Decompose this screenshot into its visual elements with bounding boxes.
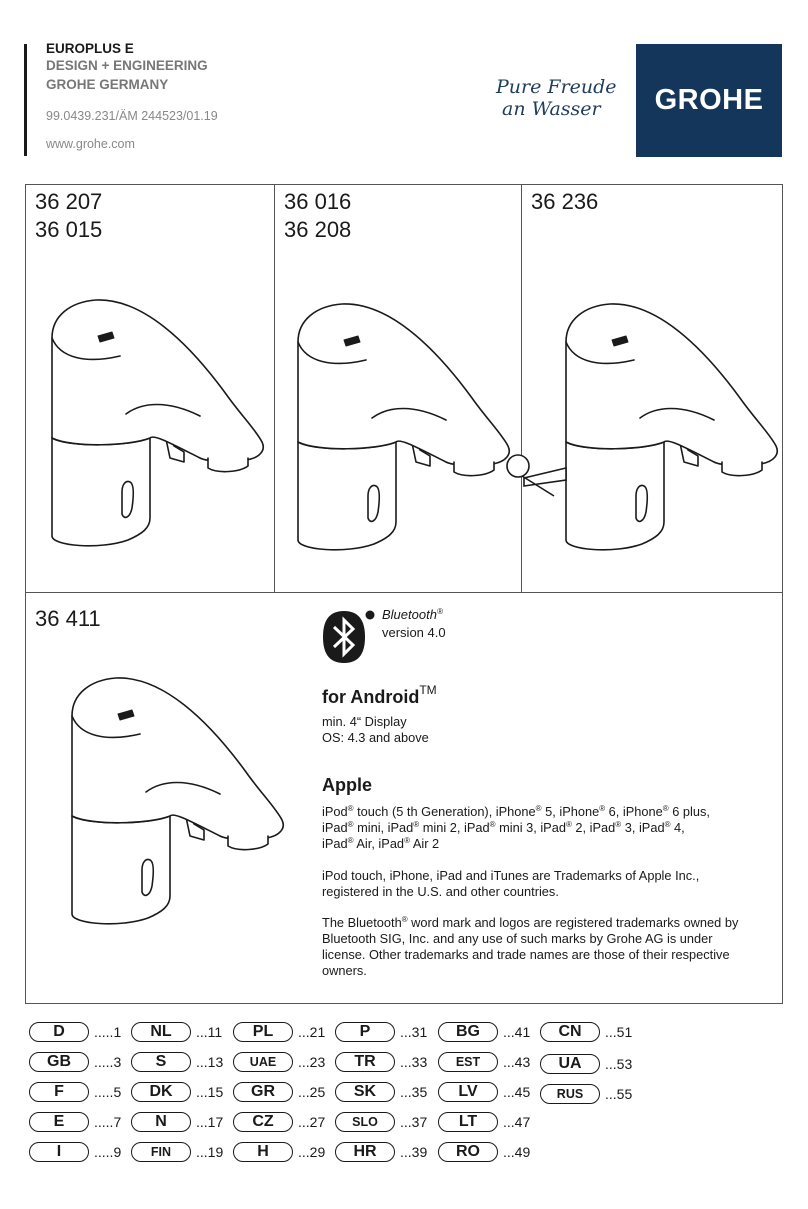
- device-text: mini, iPad: [357, 820, 414, 835]
- language-entry[interactable]: [540, 1022, 632, 1042]
- apple-devices-line-1: iPod® touch (5 th Generation), iPhone® 5, iPhone® 6, iPhone® 6 plus,: [322, 804, 710, 819]
- language-code: GR: [233, 1082, 293, 1102]
- language-code: DK: [131, 1082, 191, 1102]
- language-entry[interactable]: [233, 1052, 325, 1072]
- page-ref: ...55: [605, 1086, 633, 1102]
- bluetooth-trademark-line-4: owners.: [322, 963, 367, 978]
- page-ref: ...47: [503, 1114, 531, 1130]
- page-ref: ...51: [605, 1024, 633, 1040]
- language-code: N: [131, 1112, 191, 1132]
- language-entry[interactable]: [29, 1082, 121, 1102]
- language-entry[interactable]: [29, 1022, 121, 1042]
- language-code: SK: [335, 1082, 395, 1102]
- bluetooth-mark-icon: [365, 610, 375, 620]
- language-entry[interactable]: [438, 1142, 530, 1162]
- language-code: TR: [335, 1052, 395, 1072]
- language-code: SLO: [335, 1112, 395, 1132]
- page-ref: ...27: [298, 1114, 326, 1130]
- language-code: E: [29, 1112, 89, 1132]
- language-code: CN: [540, 1022, 600, 1042]
- page-ref: ...37: [400, 1114, 428, 1130]
- language-entry[interactable]: [131, 1082, 223, 1102]
- language-entry[interactable]: [29, 1052, 121, 1072]
- page-ref: ...19: [196, 1144, 224, 1160]
- model-number: 36 411: [35, 606, 101, 631]
- grid-divider: [25, 592, 783, 593]
- slogan-line-1: Pure Freude: [496, 76, 617, 98]
- language-code: P: [335, 1022, 395, 1042]
- grohe-logo: [636, 44, 782, 157]
- language-code: NL: [131, 1022, 191, 1042]
- language-code: PL: [233, 1022, 293, 1042]
- language-code: S: [131, 1052, 191, 1072]
- model-number: 36 208: [284, 217, 352, 242]
- language-code: CZ: [233, 1112, 293, 1132]
- device-text: 4,: [674, 820, 685, 835]
- device-text: mini 2, iPad: [422, 820, 490, 835]
- slogan: [496, 76, 626, 120]
- language-code: GB: [29, 1052, 89, 1072]
- language-entry[interactable]: [29, 1112, 121, 1132]
- language-entry[interactable]: [335, 1022, 427, 1042]
- language-code: BG: [438, 1022, 498, 1042]
- apple-heading: Apple: [322, 775, 373, 795]
- apple-devices-line-3: iPad® Air, iPad® Air 2: [322, 836, 440, 851]
- model-number: 36 015: [35, 217, 103, 242]
- language-entry[interactable]: [131, 1112, 223, 1132]
- bluetooth-label: Bluetooth®: [382, 607, 443, 622]
- model-numbers-cell-1: [35, 188, 102, 244]
- page-ref: .....3: [94, 1054, 122, 1070]
- faucet-drawing-36236: [564, 300, 784, 560]
- language-code: LT: [438, 1112, 498, 1132]
- language-entry[interactable]: [335, 1112, 427, 1132]
- language-code: D: [29, 1022, 89, 1042]
- bluetooth-trademark-line-2: Bluetooth SIG, Inc. and any use of such marks by Grohe AG is under: [322, 931, 713, 946]
- language-entry[interactable]: [438, 1052, 530, 1072]
- bluetooth-version: version 4.0: [382, 625, 446, 640]
- language-entry[interactable]: [335, 1142, 427, 1162]
- android-heading: [322, 683, 437, 708]
- apple-devices-line-2: iPad® mini, iPad® mini 2, iPad® mini 3, iPad® 2, iPad® 3, iPad® 4,: [322, 820, 685, 835]
- language-entry[interactable]: [233, 1142, 325, 1162]
- faucet-drawing-36411: [70, 674, 290, 934]
- page-ref: .....7: [94, 1114, 122, 1130]
- language-entry[interactable]: [438, 1082, 530, 1102]
- language-entry[interactable]: [131, 1052, 223, 1072]
- device-text: 5, iPhone: [545, 804, 600, 819]
- page-ref: ...33: [400, 1054, 428, 1070]
- device-text: 3, iPad: [624, 820, 665, 835]
- model-numbers-cell-4: [35, 605, 101, 633]
- trademark-symbol: TM: [419, 683, 437, 697]
- page-ref: ...11: [196, 1024, 223, 1040]
- language-code: EST: [438, 1052, 498, 1072]
- language-entry[interactable]: [540, 1054, 632, 1074]
- language-entry[interactable]: [233, 1082, 325, 1102]
- language-entry[interactable]: [438, 1022, 530, 1042]
- language-code: RO: [438, 1142, 498, 1162]
- device-text: 2, iPad: [575, 820, 616, 835]
- language-entry[interactable]: [29, 1142, 121, 1162]
- language-entry[interactable]: [438, 1112, 530, 1132]
- slogan-line-2: an Wasser: [502, 98, 601, 120]
- page-ref: ...39: [400, 1144, 428, 1160]
- device-text: iPod: [322, 804, 348, 819]
- android-display-req: min. 4“ Display: [322, 714, 407, 729]
- trademark-text: The Bluetooth: [322, 915, 402, 930]
- language-code: RUS: [540, 1084, 600, 1104]
- page-ref: ...35: [400, 1084, 428, 1100]
- language-entry[interactable]: [131, 1142, 223, 1162]
- device-text: 6 plus,: [672, 804, 710, 819]
- bluetooth-trademark-line-3: license. Other trademarks and trade names are those of their respective: [322, 947, 730, 962]
- page-ref: .....1: [94, 1024, 122, 1040]
- language-code: I: [29, 1142, 89, 1162]
- grid-divider: [521, 184, 522, 593]
- bluetooth-name: Bluetooth: [382, 607, 437, 622]
- model-number: 36 016: [284, 189, 352, 214]
- page-ref: ...21: [298, 1024, 326, 1040]
- model-numbers-cell-2: [284, 188, 351, 244]
- device-text: touch (5 th Generation), iPhone: [357, 804, 536, 819]
- page-ref: ...31: [400, 1024, 428, 1040]
- language-code: FIN: [131, 1142, 191, 1162]
- language-entry[interactable]: [540, 1084, 632, 1104]
- header-rule: [24, 44, 27, 156]
- page-ref: ...13: [196, 1054, 224, 1070]
- page-ref: ...29: [298, 1144, 326, 1160]
- page-ref: ...53: [605, 1056, 633, 1072]
- page-ref: ...43: [503, 1054, 531, 1070]
- page-ref: ...17: [196, 1114, 224, 1130]
- grid-divider: [274, 184, 275, 593]
- product-name: EUROPLUS E: [46, 41, 134, 56]
- page-ref: ...23: [298, 1054, 326, 1070]
- language-code: H: [233, 1142, 293, 1162]
- apple-trademark-line-1: iPod touch, iPhone, iPad and iTunes are Trademarks of Apple Inc.,: [322, 868, 700, 883]
- website-link[interactable]: www.grohe.com: [46, 137, 135, 151]
- design-line: DESIGN + ENGINEERING: [46, 58, 208, 73]
- trademark-text: word mark and logos are registered trademarks owned by: [411, 915, 739, 930]
- android-heading-text: for Android: [322, 687, 420, 707]
- device-text: Air, iPad: [356, 836, 405, 851]
- apple-trademark-line-2: registered in the U.S. and other countries.: [322, 884, 559, 899]
- model-number: 36 236: [531, 189, 599, 214]
- page-ref: ...45: [503, 1084, 531, 1100]
- bluetooth-icon: [322, 610, 366, 664]
- device-text: iPad: [322, 820, 348, 835]
- company-line: GROHE GERMANY: [46, 77, 169, 92]
- language-code: HR: [335, 1142, 395, 1162]
- logo-text: GROHE: [654, 84, 764, 116]
- page-ref: ...15: [196, 1084, 224, 1100]
- language-entry[interactable]: [335, 1082, 427, 1102]
- device-text: 6, iPhone: [608, 804, 663, 819]
- model-numbers-cell-3: [531, 188, 598, 216]
- faucet-drawing-36016: [296, 300, 516, 560]
- device-text: mini 3, iPad: [499, 820, 566, 835]
- bluetooth-trademark-line-1: The Bluetooth® word mark and logos are registered trademarks owned by: [322, 915, 739, 930]
- page-ref: ...41: [503, 1024, 531, 1040]
- android-os-req: OS: 4.3 and above: [322, 730, 429, 745]
- language-entry[interactable]: [335, 1052, 427, 1072]
- language-code: UA: [540, 1054, 600, 1074]
- language-entry[interactable]: [233, 1022, 325, 1042]
- model-number: 36 207: [35, 189, 103, 214]
- page-ref: ...25: [298, 1084, 326, 1100]
- language-code: F: [29, 1082, 89, 1102]
- device-text: iPad: [322, 836, 348, 851]
- page-ref: ...49: [503, 1144, 531, 1160]
- language-entry[interactable]: [131, 1022, 222, 1042]
- language-entry[interactable]: [233, 1112, 325, 1132]
- language-code: LV: [438, 1082, 498, 1102]
- device-text: Air 2: [412, 836, 440, 851]
- page-ref: .....5: [94, 1084, 122, 1100]
- faucet-drawing-36207: [50, 296, 270, 556]
- document-reference: 99.0439.231/ÄM 244523/01.19: [46, 109, 218, 123]
- language-code: UAE: [233, 1052, 293, 1072]
- page-ref: .....9: [94, 1144, 122, 1160]
